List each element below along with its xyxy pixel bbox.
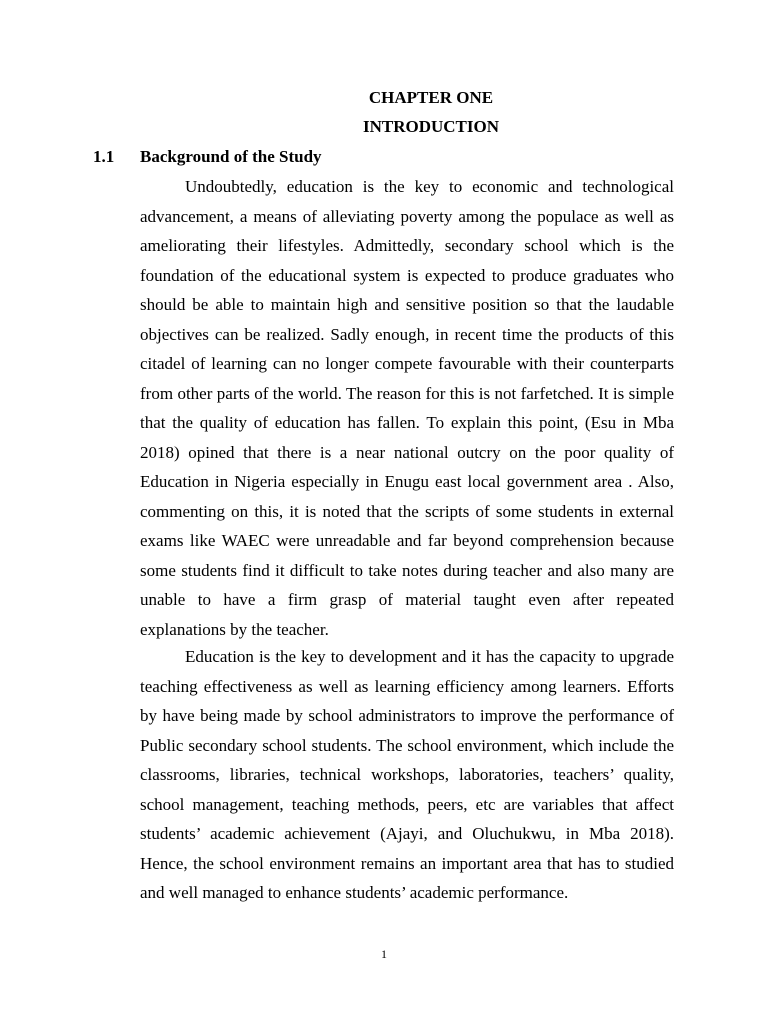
chapter-subtitle: INTRODUCTION	[362, 117, 500, 136]
body-paragraph-2: Education is the key to development and it has the capacity to upgrade teaching effectiveness as well as learning efficiency among learners. Efforts by have being made by school administrators to improve the performance of Public secondary school students. The school environment, which include the classrooms, libraries, technical workshops, laboratories, teachers’ quality, school management, teaching methods, peers, etc are variables that affect students’ academic achievement (Ajayi, and Oluchukwu, in Mba 2018). Hence, the school environment remains an important area that has to studied and well managed to enhance students’ academic performance.	[140, 647, 674, 902]
body-paragraph-1: Undoubtedly, education is the key to economic and technological advancement, a means of alleviating poverty among the populace as well as ameliorating their lifestyles. Admittedly, secondary school which is the foundation of the educational system is expected to produce graduates who should be able to maintain high and sensitive position so that the laudable objectives can be realized. Sadly enough, in recent time the products of this citadel of learning can no longer compete favourable with their counterparts from other parts of the world. The reason for this is not farfetched. It is simple that the quality of education has fallen. To explain this point, (Esu in Mba 2018) opined that there is a near national outcry on the poor quality of Education in Nigeria especially in Enugu east local government area . Also, commenting on this, it is noted that the scripts of some students in external exams like WAEC were unreadable and far beyond comprehension because some students find it difficult to take notes during teacher and also many are unable to have a firm grasp of material taught even after repeated explanations by the teacher.	[140, 177, 674, 639]
section-title: Background of the Study	[140, 147, 322, 166]
chapter-title: CHAPTER ONE	[368, 88, 494, 107]
section-number: 1.1	[93, 147, 115, 166]
page-number: 1	[381, 947, 387, 961]
